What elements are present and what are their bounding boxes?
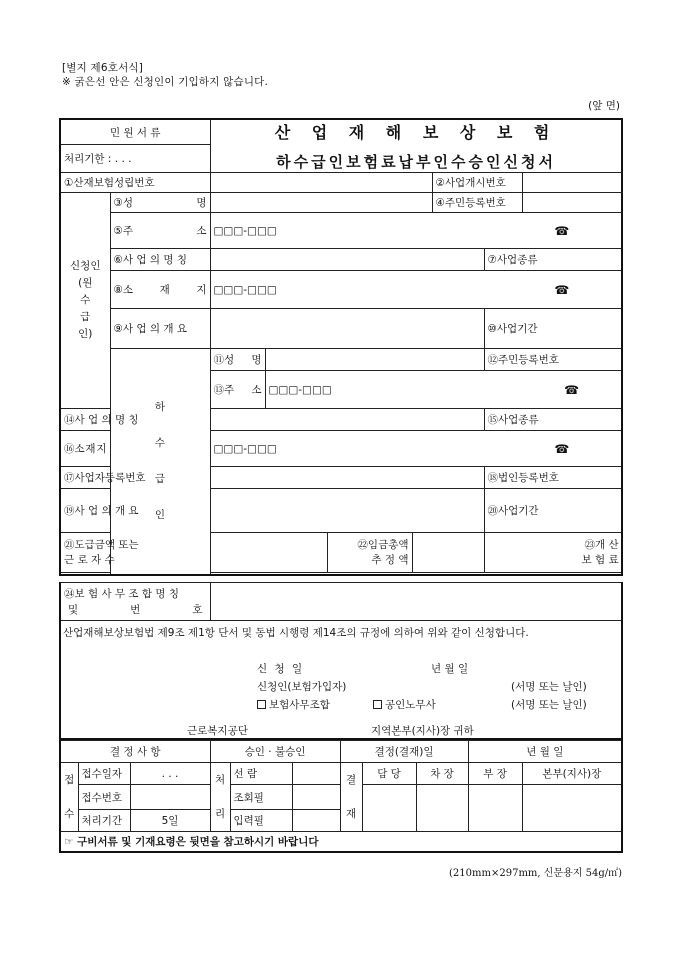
org-name: 근로복지공단 xyxy=(187,725,248,737)
input-label: 입력필 xyxy=(230,810,292,832)
f3-label: ③성 명 xyxy=(110,193,210,213)
phone-icon: ☎ xyxy=(502,431,622,467)
f16-label: ⑯소 재 지 xyxy=(60,431,110,467)
f19-value[interactable] xyxy=(210,489,484,533)
branch-header: 본부(지사)장 xyxy=(522,763,622,785)
inquiry-value[interactable] xyxy=(292,785,340,810)
receipt-date-value[interactable]: . . . xyxy=(130,763,210,785)
dept-sign[interactable] xyxy=(468,785,522,832)
f2-value[interactable] xyxy=(522,173,622,193)
view-label: 선 람 xyxy=(230,763,292,785)
f14-label: ⑭사 업 의 명 칭 xyxy=(60,409,110,431)
f22-value[interactable] xyxy=(412,533,484,573)
inquiry-label: 조회필 xyxy=(230,785,292,810)
checkbox-union[interactable] xyxy=(257,700,266,709)
f9-value[interactable] xyxy=(210,309,484,349)
decision-header: 결 정 사 항 xyxy=(60,741,210,763)
title-line1: 산 업 재 해 보 상 보 험 xyxy=(274,123,558,142)
proc-period-value: 5일 xyxy=(130,810,210,832)
checkbox-labor[interactable] xyxy=(373,700,382,709)
f1-label: ①산재보험성립번호 xyxy=(60,173,210,193)
form-ref: [별지 제6호서식] xyxy=(62,62,144,74)
decided-date-value[interactable]: 년 월 일 xyxy=(468,741,622,763)
option-union[interactable]: 보험사무조합 xyxy=(257,697,330,712)
approval-header: 승인 · 불승인 xyxy=(210,741,340,763)
phone-icon: ☎ xyxy=(522,371,622,409)
receipt-date-label: 접수일자 xyxy=(78,763,130,785)
f24-value[interactable] xyxy=(210,583,622,621)
staff-header: 담 당 xyxy=(362,763,416,785)
option-labor[interactable]: 공인노무사 xyxy=(373,697,436,712)
notice: ※ 굵은선 안은 신청인이 기입하지 않습니다. xyxy=(62,76,269,88)
f18-label: ⑱법인등록번호 xyxy=(484,467,622,489)
f21-value[interactable] xyxy=(210,533,327,573)
handle-side: 처 리 xyxy=(210,763,230,832)
f9-label: ⑨사 업 의 개 요 xyxy=(110,309,210,349)
applicant-label: 신청인(보험가입자) xyxy=(257,681,347,693)
dept-header: 부 장 xyxy=(468,763,522,785)
f6-label: ⑥사 업 의 명 칭 xyxy=(110,249,210,271)
f14-value[interactable] xyxy=(210,409,484,431)
declaration-text: 산업재해보상보험법 제9조 제1항 단서 및 동법 시행령 제14조의 규정에 의하여 위와 같이 신청합니다. xyxy=(63,627,529,639)
page-side: (앞 면) xyxy=(588,100,620,112)
phone-icon: ☎ xyxy=(502,213,622,249)
f2-label: ②사업개시번호 xyxy=(432,173,522,193)
f11-value[interactable] xyxy=(265,349,484,371)
f13-label: ⑬주 소 xyxy=(210,371,265,409)
f1-value[interactable] xyxy=(210,173,432,193)
f5-value[interactable]: □□□-□□□ xyxy=(210,213,502,249)
decided-date-header: 결정(결재)일 xyxy=(340,741,468,763)
f19-label: ⑲사 업 의 개 요 xyxy=(60,489,110,533)
f11-label: ⑪성 명 xyxy=(210,349,265,371)
f22-label: ㉒임금총액 추 정 액 xyxy=(327,533,412,573)
staff-sign[interactable] xyxy=(362,785,416,832)
sign-label: (서명 또는 날인) xyxy=(511,681,587,693)
receipt-no-label: 접수번호 xyxy=(78,785,130,810)
f15-label: ⑮사업종류 xyxy=(484,409,622,431)
f5-label: ⑤주 소 xyxy=(110,213,210,249)
deadline: 처리기한 : . . . xyxy=(60,145,210,173)
sign-label-2: (서명 또는 날인) xyxy=(511,699,587,711)
f8-label: ⑧소 재 지 xyxy=(110,271,210,309)
form-title xyxy=(210,119,622,173)
main-form xyxy=(59,118,623,576)
f4-label: ④주민등록번호 xyxy=(432,193,522,213)
union-table xyxy=(59,582,623,740)
chief-sign[interactable] xyxy=(416,785,468,832)
receipt-no-value[interactable] xyxy=(130,785,210,810)
f20-label: ⑳사업기간 xyxy=(484,489,622,533)
f13-value[interactable]: □□□-□□□ xyxy=(265,371,522,409)
declaration-box xyxy=(60,621,622,739)
f16-value[interactable]: □□□-□□□ xyxy=(210,431,502,467)
f6-value[interactable] xyxy=(210,249,484,271)
input-value[interactable] xyxy=(292,810,340,832)
proc-period-label: 처리기간 xyxy=(78,810,130,832)
f3-value[interactable] xyxy=(210,193,432,213)
apply-date-fields: 년 월 일 xyxy=(431,663,469,675)
view-value[interactable] xyxy=(292,763,340,785)
paper-spec: (210mm×297mm, 신문용지 54g/㎡) xyxy=(449,868,622,879)
f7-label: ⑦사업종류 xyxy=(484,249,622,271)
f24-label: ㉔보 험 사 무 조 합 명 칭 및 번 호 xyxy=(60,583,210,621)
f8-value[interactable]: □□□-□□□ xyxy=(210,271,502,309)
f17-label: ⑰사업자등록번호 xyxy=(60,467,110,489)
phone-icon: ☎ xyxy=(502,271,622,309)
f12-label: ⑫주민등록번호 xyxy=(484,349,622,371)
receipt-side: 접 수 xyxy=(60,763,78,832)
branch-sign[interactable] xyxy=(522,785,622,832)
guide-note: ☞ 구비서류 및 기재요령은 뒷면을 참고하시기 바랍니다 xyxy=(60,832,622,852)
f23-label: ㉓개 산 보 험 료 xyxy=(484,533,622,573)
f10-label: ⑩사업기간 xyxy=(484,309,622,349)
title-line2: 하수급인보험료납부인수승인신청서 xyxy=(276,153,556,171)
recipient: 지역본부(지사)장 귀하 xyxy=(371,725,474,737)
approve-side: 결 재 xyxy=(340,763,362,832)
doc-type: 민 원 서 류 xyxy=(60,119,210,145)
f4-value[interactable] xyxy=(522,193,622,213)
f21-label: ㉑도급금액 또는 근 로 자 수 xyxy=(60,533,110,573)
applicant-section: 신청인 (원 수 급 인) xyxy=(60,193,110,409)
apply-date-label: 신 청 일 xyxy=(257,663,305,675)
sub-section: 하 수 급 인 xyxy=(110,349,210,575)
f17-value[interactable] xyxy=(210,467,484,489)
chief-header: 차 장 xyxy=(416,763,468,785)
process-table xyxy=(59,740,623,853)
